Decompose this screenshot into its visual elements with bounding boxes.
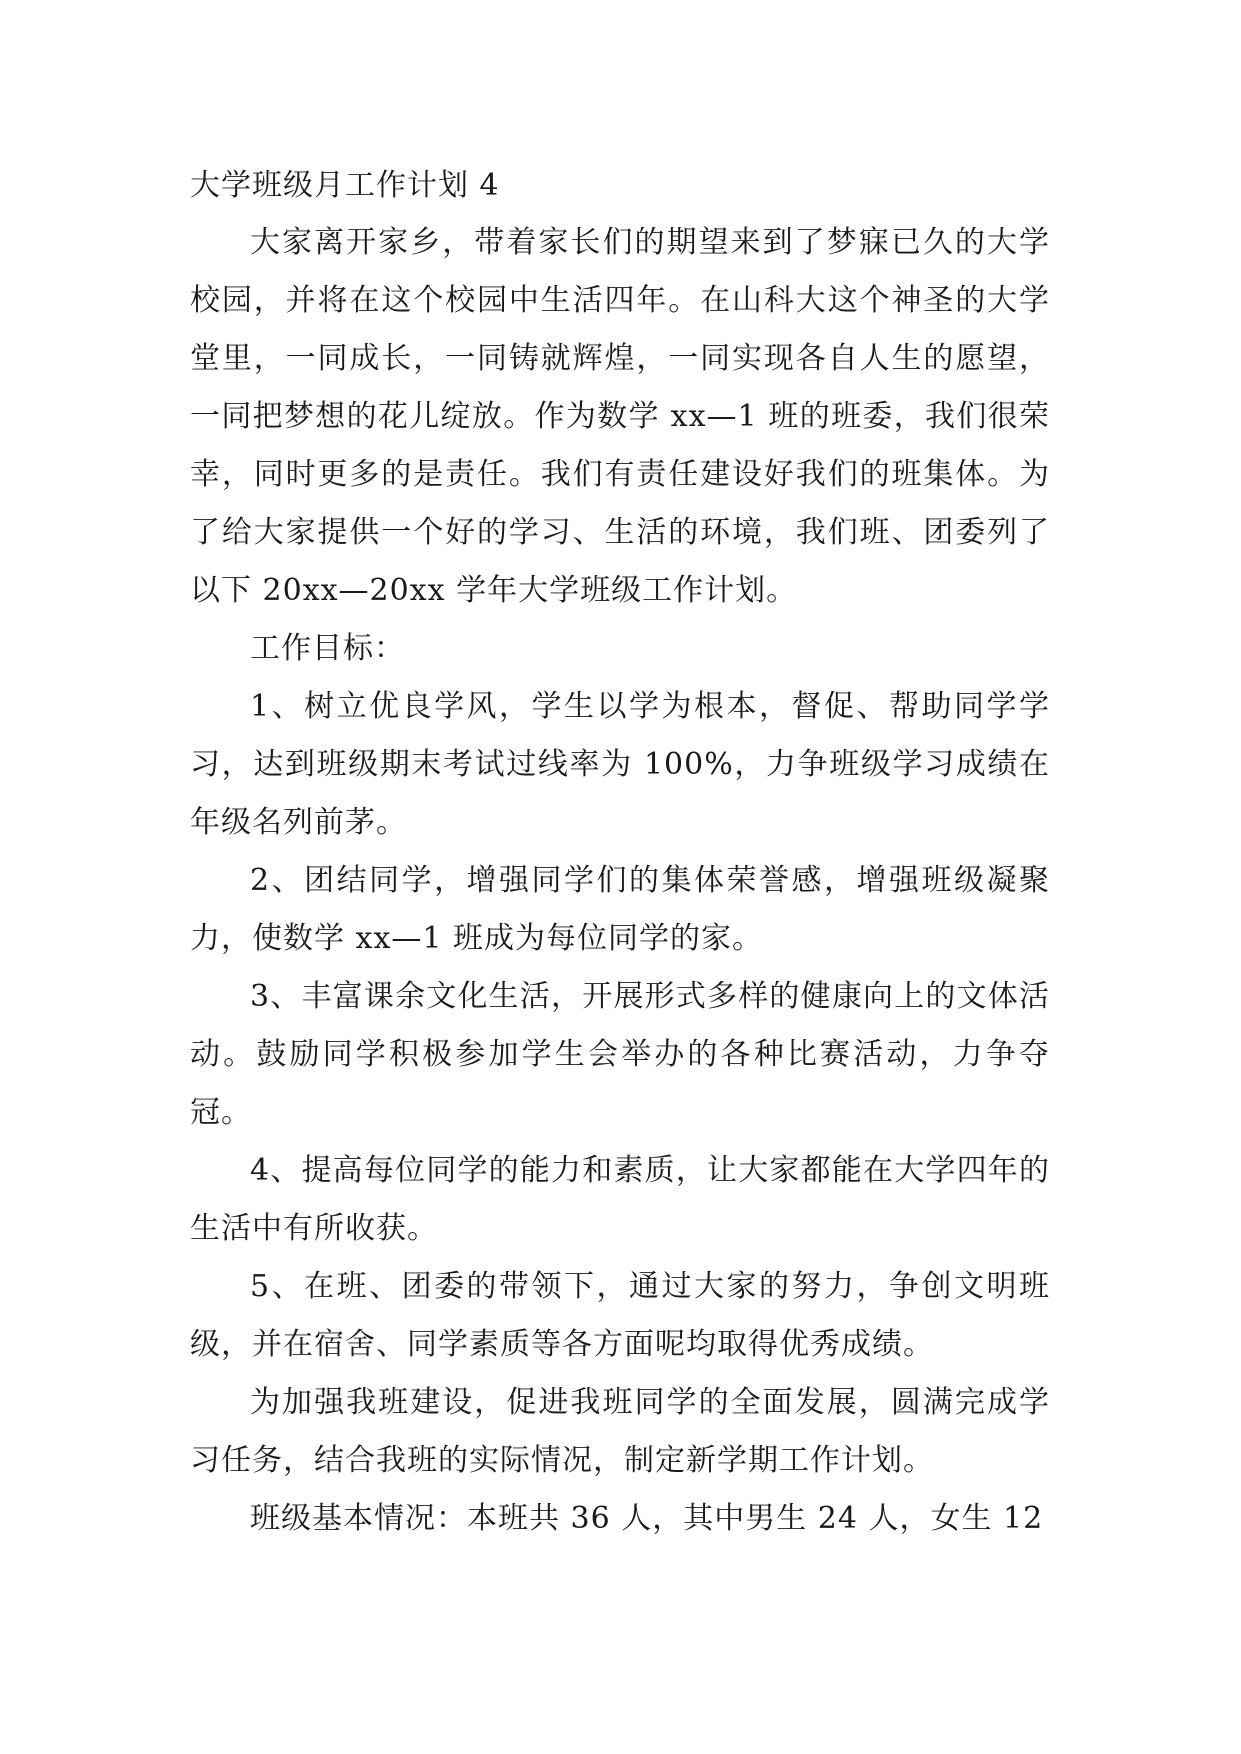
paragraph-goal-4: 4、提高每位同学的能力和素质，让大家都能在大学四年的生活中有所收获。 — [190, 1153, 1050, 1246]
paragraph-goal-5: 5、在班、团委的带领下，通过大家的努力，争创文明班级，并在宿舍、同学素质等各方面呢均取得优秀成绩。 — [190, 1269, 1050, 1362]
paragraph-goal-1: 1、树立优良学风，学生以学为根本，督促、帮助同学学习，达到班级期末考试过线率为 100%，力争班级学习成绩在年级名列前茅。 — [190, 689, 1050, 840]
paragraph-goals-heading: 工作目标： — [250, 631, 405, 666]
paragraph-goal-2: 2、团结同学，增强同学们的集体荣誉感，增强班级凝聚力，使数学 xx—1 班成为每位同学的家。 — [190, 863, 1050, 956]
paragraph-plan-intro: 为加强我班建设，促进我班同学的全面发展，圆满完成学习任务，结合我班的实际情况，制定新学期工作计划。 — [190, 1385, 1050, 1478]
paragraph-goal-3: 3、丰富课余文化生活，开展形式多样的健康向上的文体活动。鼓励同学积极参加学生会举办的各种比赛活动，力争夺冠。 — [190, 979, 1050, 1130]
document-body — [190, 158, 1050, 1548]
paragraph-class-info: 班级基本情况：本班共 36 人，其中男生 24 人，女生 12 — [250, 1501, 1044, 1536]
document-title: 大学班级月工作计划 4 — [190, 168, 500, 203]
paragraph-intro: 大家离开家乡，带着家长们的期望来到了梦寐已久的大学校园，并将在这个校园中生活四年。在山科大这个神圣的大学堂里，一同成长，一同铸就辉煌，一同实现各自人生的愿望，一同把梦想的花儿绽放。作为数学 xx—1 班的班委，我们很荣幸，同时更多的是责任。我们有责任建设好我们的班集体。为了给大家提供一个好的学习、生活的环境，我们班、团委列了以下 20xx—20xx 学年大学班级工作计划。 — [190, 225, 1050, 608]
